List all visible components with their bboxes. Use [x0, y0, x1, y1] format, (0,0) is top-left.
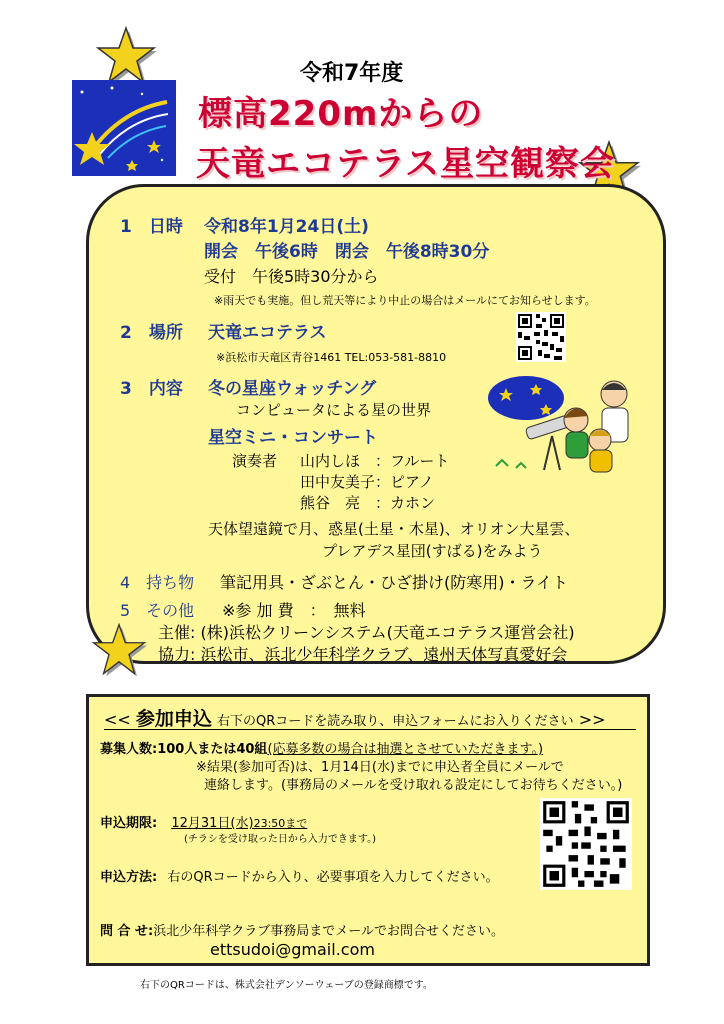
fiscal-year: 令和7年度	[300, 61, 404, 86]
logo	[72, 80, 176, 176]
contact-email[interactable]: ettsudoi@gmail.com	[210, 940, 375, 959]
capacity-note: (応募多数の場合は抽選とさせていただきます。)	[267, 742, 544, 757]
stargazing-illustration	[486, 374, 636, 484]
cooperation: 協力: 浜松市、浜北少年科学クラブ、遠州天体写真愛好会	[158, 645, 568, 664]
application-heading	[104, 704, 606, 731]
shooting-star-icon	[72, 80, 176, 176]
capacity-row	[100, 738, 543, 757]
deadline-value: 12月31日(水)	[171, 816, 254, 831]
venue-qr-code[interactable]	[516, 312, 566, 362]
star-icon	[90, 622, 148, 678]
section4-label: 4 持ち物	[120, 573, 195, 592]
reception-time: 受付 午後5時30分から	[204, 267, 379, 286]
method-label: 申込方法:	[100, 870, 158, 885]
application-title: 参加申込	[135, 708, 212, 730]
venue-address: ※浜松市天竜区青谷1461 TEL:053-581-8810	[216, 351, 447, 364]
performer-cajon: 熊谷 亮 ：カホン	[300, 494, 436, 512]
application-qr-code[interactable]	[540, 798, 632, 890]
heading-close-bracket: >>	[578, 710, 606, 729]
contact-value: 浜北少年科学クラブ事務局までメールでお問合せください。	[153, 924, 505, 939]
event-time: 開会 午後6時 閉会 午後8時30分	[204, 242, 490, 262]
rain-note: ※雨天でも実施。但し荒天等により中止の場合はメールにてお知らせします。	[214, 294, 596, 307]
star-icon	[94, 26, 158, 86]
participation-fee: ※参 加 費 ： 無料	[222, 601, 366, 620]
deadline-time: 23:50まで	[253, 817, 308, 830]
performer-flute: 山内しほ ：フルート	[300, 452, 450, 470]
performers-label: 演奏者	[232, 452, 278, 470]
deadline-note: (チラシを受け取った日から入力できます。)	[184, 834, 377, 845]
contact-label: 問 合 せ:	[100, 924, 154, 939]
telescope-text-line2: プレアデス星団(すばる)をみよう	[322, 542, 543, 560]
application-instruction: 右下のQRコードを読み取り、申込フォームにお入りください	[217, 714, 574, 729]
section3-label: 3 内容	[120, 379, 183, 399]
venue-name: 天竜エコテラス	[208, 323, 327, 343]
capacity-value: 100人または40組	[157, 742, 268, 757]
program-item1-sub: コンピュータによる星の世界	[236, 401, 432, 419]
items-to-bring: 筆記用具・ざぶとん・ひざ掛け(防寒用)・ライト	[220, 573, 569, 592]
telescope-text-line1: 天体望遠鏡で月、惑星(土星・木星)、オリオン大星雲、	[208, 520, 580, 538]
result-note-line2: 連絡します。(事務局のメールを受け取れる設定にしてお待ちください。)	[204, 778, 623, 793]
heading-open-bracket: <<	[104, 710, 131, 729]
performer-piano: 田中友美子：ピアノ	[300, 473, 434, 491]
organizer: 主催: (株)浜松クリーンシステム(天竜エコテラス運営会社)	[158, 623, 575, 642]
result-note-line1: ※結果(参加可否)は、1月14日(水)までに申込者全員にメールで	[196, 760, 564, 775]
program-item2: 星空ミニ・コンサート	[208, 428, 378, 448]
method-value: 右のQRコードから入り、必要事項を入力してください。	[167, 870, 499, 885]
section2-label: 2 場所	[120, 323, 183, 343]
section1-label: 1 日時	[120, 217, 183, 237]
section5-label: 5 その他	[120, 601, 195, 620]
deadline-row	[100, 812, 307, 831]
footer-trademark-note: 右下のQRコードは、株式会社デンソーウェーブの登録商標です。	[140, 980, 433, 991]
contact-row	[100, 920, 504, 939]
deadline-label: 申込期限:	[100, 816, 158, 831]
capacity-label: 募集人数:	[100, 742, 158, 757]
method-row	[100, 866, 499, 885]
page-title-line2: 天竜エコテラス星空観察会	[196, 144, 615, 184]
page-title-line1: 標高220mからの	[198, 94, 484, 134]
event-date: 令和8年1月24日(土)	[204, 217, 369, 237]
program-item1: 冬の星座ウォッチング	[208, 379, 377, 399]
